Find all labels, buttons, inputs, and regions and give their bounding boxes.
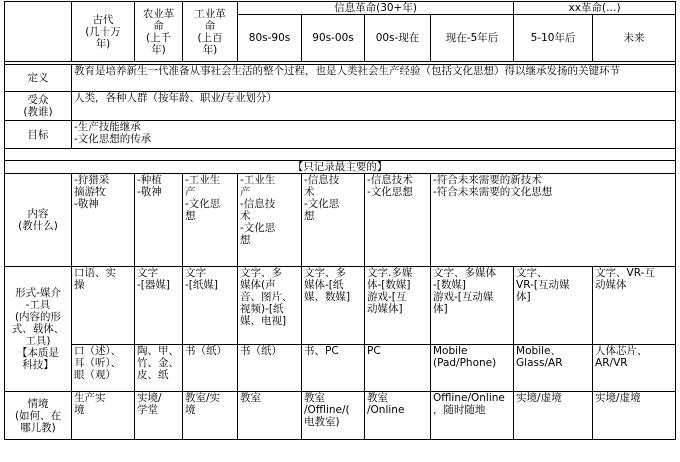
content-cell: -狩猎采 摘游牧 -敬神 xyxy=(72,174,135,267)
tool-cell: 口（述）、 耳（听）、 眼（观） xyxy=(72,345,135,392)
period-header: 00s-现在 xyxy=(365,15,431,62)
media-cell: 文字 -[纸媒] xyxy=(183,267,238,345)
context-label: 情境 (如何、在 哪儿教) xyxy=(5,392,72,440)
media-cell: 文字、多媒体 -[数媒] 游戏-[互动媒 体] xyxy=(431,267,514,345)
context-cell: 教室 /Offline/( 电教室) xyxy=(302,392,365,440)
education-history-table xyxy=(4,1,676,440)
form-label: 形式-媒介 -工具 (内容的形 式、载体、 工具) 【本质是 科技】 xyxy=(5,267,72,392)
media-cell: 口语、实 操 xyxy=(72,267,135,345)
content-label: 内容 (教什么) xyxy=(5,174,72,267)
tool-cell: 人体芯片、 AR/VR xyxy=(593,345,676,392)
era-industrial-header: 工业革 命 (上百 年) xyxy=(183,2,238,62)
tool-cell: 书、PC xyxy=(302,345,365,392)
content-cell: -工业生 产 -文化思 想 xyxy=(183,174,238,267)
media-cell: 文字 -[器媒] xyxy=(135,267,183,345)
tool-cell: PC xyxy=(365,345,431,392)
definition-text: 教育是培养新生一代准备从事社会生活的整个过程，也是人类社会生产经验（包括文化思想）得以继承发扬的关键环节 xyxy=(72,65,676,92)
tool-cell: 书（纸） xyxy=(183,345,238,392)
media-cell: 文字、多 媒体(声 音、图片、 视频)-[纸 媒、电视] xyxy=(238,267,302,345)
content-cell: -信息技 术 -文化思 想 xyxy=(302,174,365,267)
period-header: 5-10年后 xyxy=(514,15,593,62)
tool-cell: 书（纸） xyxy=(238,345,302,392)
media-cell: 文字.多媒 体-[数媒] 游戏-[互 动媒体] xyxy=(365,267,431,345)
era-information-header: 信息革命(30+年) xyxy=(238,2,514,15)
era-ancient-header: 古代 (几十万 年) xyxy=(72,2,135,62)
period-header: 80s-90s xyxy=(238,15,302,62)
media-cell: 文字、多 媒体-[纸 媒、数媒] xyxy=(302,267,365,345)
context-cell: 生产实 境 xyxy=(72,392,135,440)
content-cell: -工业生 产 -信息技 术 -文化思 想 xyxy=(238,174,302,267)
period-header: 未来 xyxy=(593,15,676,62)
spacer-row xyxy=(5,149,676,161)
scope-note: 【只记录最主要的】 xyxy=(5,161,676,174)
corner-cell xyxy=(5,2,72,62)
context-cell: Offline/Online ，随时随地 xyxy=(431,392,514,440)
tool-cell: Mobile (Pad/Phone) xyxy=(431,345,514,392)
media-cell: 文字、 VR-[互动媒 体] xyxy=(514,267,593,345)
period-header: 90s-00s xyxy=(302,15,365,62)
period-header: 现在-5年后 xyxy=(431,15,514,62)
era-agricultural-header: 农业革 命 (上千 年) xyxy=(135,2,183,62)
context-cell: 教室 xyxy=(238,392,302,440)
context-cell: 实境/ 学堂 xyxy=(135,392,183,440)
tool-cell: Mobile、 Glass/AR xyxy=(514,345,593,392)
context-cell: 实境/虚境 xyxy=(514,392,593,440)
context-cell: 教室/实 境 xyxy=(183,392,238,440)
content-cell: -信息技术 -文化思想 xyxy=(365,174,431,267)
content-cell: -种植 -敬神 xyxy=(135,174,183,267)
context-cell: 实境/虚境 xyxy=(593,392,676,440)
definition-label: 定义 xyxy=(5,65,72,92)
context-cell: 教室 /Online xyxy=(365,392,431,440)
goal-label: 目标 xyxy=(5,121,72,149)
media-cell: 文字、VR-互 动媒体 xyxy=(593,267,676,345)
tool-cell: 陶、甲、 竹、金、 皮、纸 xyxy=(135,345,183,392)
goal-text: -生产技能继承 -文化思想的传承 xyxy=(72,121,676,149)
content-cell: -符合未来需要的新技术 -符合未来需要的文化思想 xyxy=(431,174,676,267)
learners-label: 受众 (教谁) xyxy=(5,92,72,121)
learners-text: 人类，各种人群（按年龄、职业/专业划分） xyxy=(72,92,676,121)
era-xx-header: xx革命(…) xyxy=(514,2,676,15)
